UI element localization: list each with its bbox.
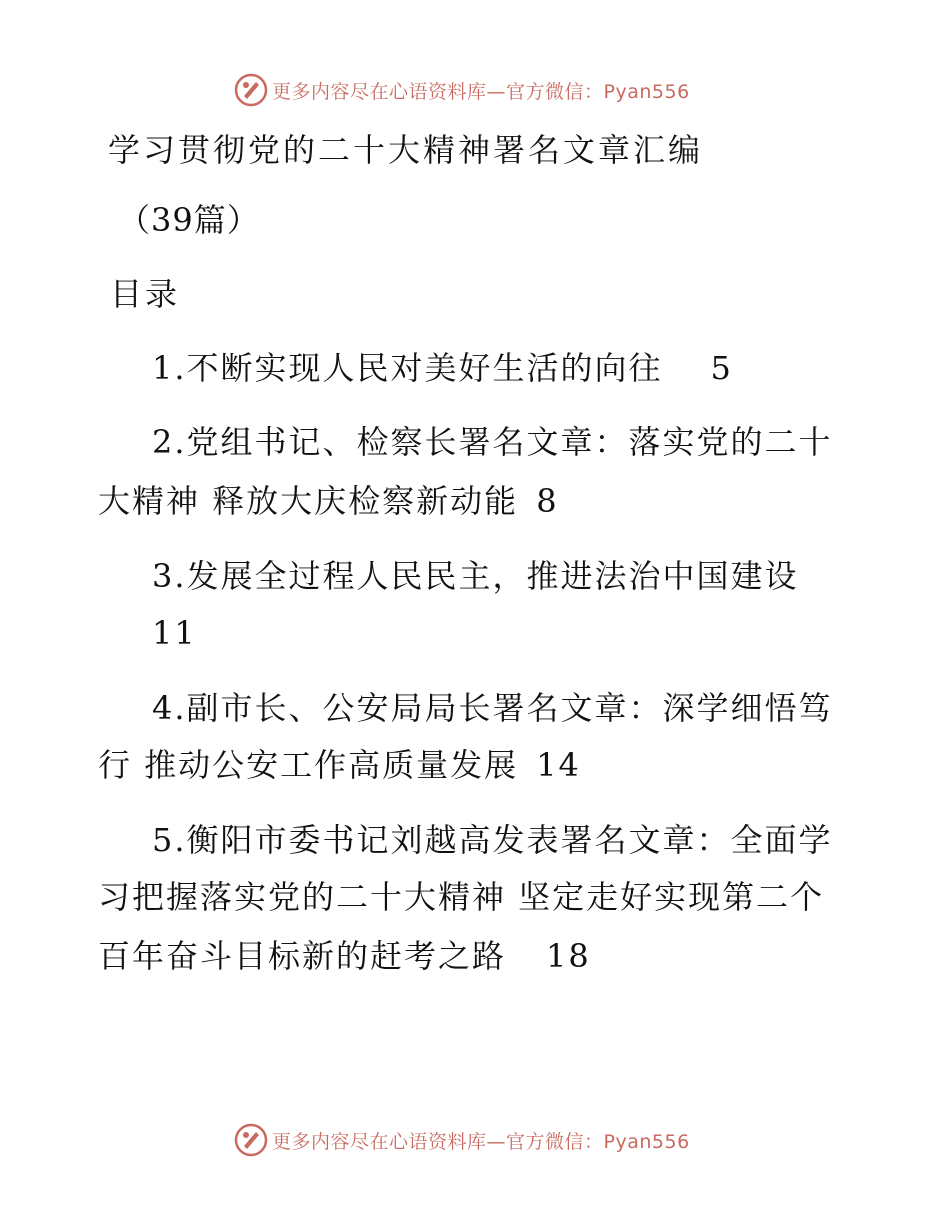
toc-page-number: 11: [152, 614, 197, 652]
toc-entry-text: 1.不断实现人民对美好生活的向往: [152, 349, 663, 387]
toc-entry-text: 4.副市长、公安局局长署名文章：深学细悟笃: [152, 689, 833, 727]
toc-page-number: 14: [536, 746, 581, 784]
document-title: 学习贯彻党的二十大精神署名文章汇编: [108, 131, 704, 169]
toc-heading: 目录: [110, 275, 181, 313]
seal-logo-icon: [234, 1123, 268, 1157]
toc-entry-text: 2.党组书记、检察长署名文章：落实党的二十: [152, 423, 833, 461]
toc-entry-text: 大精神 释放大庆检察新动能: [98, 482, 519, 520]
toc-entry-text: 5.衡阳市委书记刘越高发表署名文章：全面学: [152, 821, 833, 859]
watermark-top: [234, 72, 690, 108]
toc-page-number: 18: [546, 937, 591, 975]
toc-page-number: 8: [536, 482, 559, 520]
toc-entry-text: 3.发展全过程人民民主，推进法治中国建设: [152, 557, 799, 595]
watermark-text: 更多内容尽在心语资料库—官方微信：Pyan556: [272, 80, 690, 103]
toc-entry-text: 百年奋斗目标新的赶考之路: [98, 937, 507, 975]
toc-entry-text: 习把握落实党的二十大精神 坚定走好实现第二个: [98, 878, 825, 916]
toc-entry-text: 行 推动公安工作高质量发展: [98, 746, 519, 784]
watermark-text: 更多内容尽在心语资料库—官方微信：Pyan556: [272, 1130, 690, 1153]
seal-logo-icon: [234, 73, 268, 107]
watermark-bottom: [234, 1122, 690, 1158]
toc-page-number: 5: [710, 349, 733, 387]
article-count: （39篇）: [118, 201, 260, 239]
